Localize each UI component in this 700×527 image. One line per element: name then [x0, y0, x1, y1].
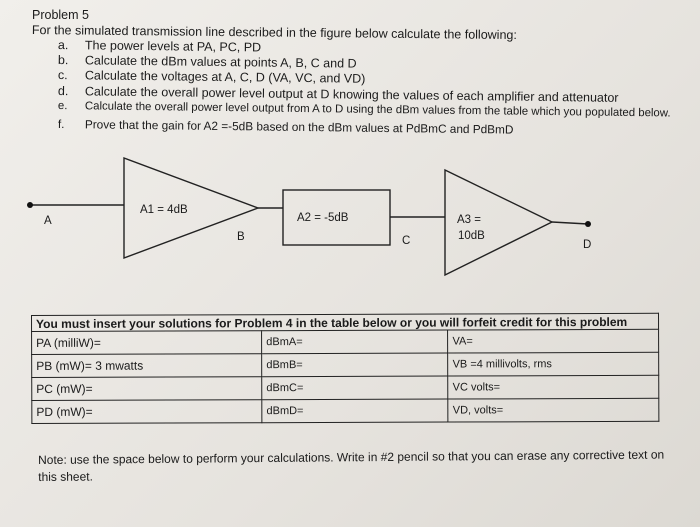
- calculation-note: Note: use the space below to perform your calculations. Write in #2 pencil so that you can erase any corrective text on this sheet.: [38, 447, 665, 484]
- cell-pd[interactable]: PD (mW)=: [32, 400, 262, 424]
- cell-dbmc[interactable]: dBmC=: [262, 376, 448, 400]
- cell-dbmd[interactable]: dBmD=: [262, 399, 448, 423]
- problem-intro: For the simulated transmission line described in the figure below calculate the following:: [31, 23, 517, 43]
- cell-pb[interactable]: PB (mW)= 3 mwatts: [32, 354, 262, 378]
- cell-va[interactable]: VA=: [448, 329, 659, 353]
- point-a-label: A: [44, 215, 52, 227]
- cell-dbma[interactable]: dBmA=: [262, 330, 448, 354]
- table-row: [32, 329, 659, 354]
- point-b-label: B: [237, 231, 245, 243]
- cell-pc[interactable]: PC (mW)=: [32, 377, 262, 401]
- table-header: You must insert your solutions for Problem 4 in the table below or you will forfeit credit for this problem: [32, 313, 659, 331]
- cell-vb[interactable]: VB =4 millivolts, rms: [448, 352, 659, 376]
- node-d-dot: [585, 221, 591, 227]
- item-f-text: Prove that the gain for A2 =-5dB based on the dBm values at PdBmC and PdBmD: [84, 117, 514, 137]
- atten-label: A2 = -5dB: [297, 212, 349, 224]
- item-d-letter: d.: [57, 84, 69, 99]
- cell-vd[interactable]: VD, volts=: [448, 398, 659, 422]
- item-d-text: Calculate the overall power level output at D knowing the values of each amplifier and attenuator: [84, 84, 619, 105]
- item-c-letter: c.: [57, 68, 68, 83]
- cell-pa[interactable]: PA (milliW)=: [32, 331, 262, 355]
- cell-vc[interactable]: VC volts=: [448, 375, 659, 399]
- item-e-text: Calculate the overall power level output from A to D using the dBm values from the table which you populated below.: [84, 100, 671, 120]
- point-c-label: C: [402, 235, 411, 247]
- amp1-label: A1 = 4dB: [140, 204, 188, 216]
- item-c-text: Calculate the voltages at A, C, D (VA, VC, and VD): [84, 68, 366, 86]
- table-row: [32, 352, 659, 377]
- amp3-label-line1: A3 =: [457, 214, 481, 226]
- cell-dbmb[interactable]: dBmB=: [262, 353, 448, 377]
- item-b-text: Calculate the dBm values at points A, B, C and D: [84, 53, 357, 71]
- node-a-dot: [27, 202, 33, 208]
- item-a-text: The power levels at PA, PC, PD: [84, 38, 262, 55]
- amp3-label-line2: 10dB: [458, 230, 485, 242]
- item-f-letter: f.: [57, 117, 65, 132]
- table-row: [32, 375, 659, 400]
- item-a-letter: a.: [57, 38, 69, 53]
- solution-table: [31, 313, 659, 424]
- line-amp3-to-d: [552, 222, 588, 224]
- item-b-letter: b.: [57, 53, 69, 68]
- problem-title: Problem 5: [32, 8, 89, 22]
- table-row: [32, 398, 659, 423]
- point-d-label: D: [583, 239, 592, 251]
- item-e-letter: e.: [57, 100, 68, 113]
